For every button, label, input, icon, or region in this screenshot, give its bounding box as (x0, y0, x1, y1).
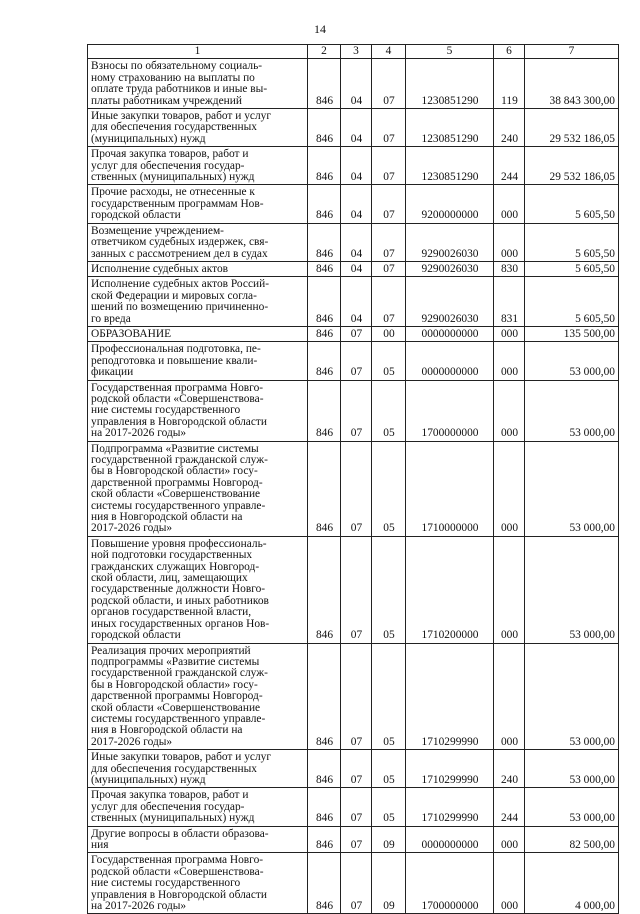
expense-type-cell: 244 (494, 147, 525, 185)
table-row (88, 536, 619, 643)
section-cell: 04 (341, 185, 372, 223)
subsection-cell: 05 (372, 441, 406, 536)
header-cell-3: 3 (341, 45, 372, 59)
amount-cell: 5 605,50 (525, 223, 619, 261)
amount-cell: 82 500,00 (525, 826, 619, 853)
amount-cell: 29 532 186,05 (525, 147, 619, 185)
subsection-cell: 05 (372, 536, 406, 643)
amount-cell: 4 000,00 (525, 853, 619, 914)
amount-cell: 5 605,50 (525, 277, 619, 327)
amount-cell: 29 532 186,05 (525, 109, 619, 147)
admin-code-cell: 846 (308, 853, 341, 914)
target-article-cell: 1710299990 (406, 788, 494, 826)
admin-code-cell: 846 (308, 750, 341, 788)
table-row (88, 326, 619, 341)
subsection-cell: 09 (372, 853, 406, 914)
expense-type-cell: 000 (494, 380, 525, 441)
target-article-cell: 1710000000 (406, 441, 494, 536)
target-article-cell: 9290026030 (406, 223, 494, 261)
section-cell: 07 (341, 536, 372, 643)
header-cell-2: 2 (308, 45, 341, 59)
section-cell: 07 (341, 380, 372, 441)
amount-cell: 53 000,00 (525, 441, 619, 536)
target-article-cell: 0000000000 (406, 342, 494, 380)
target-article-cell: 1230851290 (406, 109, 494, 147)
row-name-cell: Иные закупки товаров, работ и услуг для обеспечения государственных (муниципальных) нужд (88, 109, 308, 147)
section-cell: 07 (341, 643, 372, 750)
amount-cell: 53 000,00 (525, 750, 619, 788)
subsection-cell: 00 (372, 326, 406, 341)
subsection-cell: 05 (372, 788, 406, 826)
admin-code-cell: 846 (308, 342, 341, 380)
amount-cell: 53 000,00 (525, 380, 619, 441)
admin-code-cell: 846 (308, 261, 341, 276)
target-article-cell: 1710299990 (406, 643, 494, 750)
expense-type-cell: 000 (494, 643, 525, 750)
subsection-cell: 07 (372, 277, 406, 327)
table-row (88, 826, 619, 853)
row-name-cell: Возмещение учреждением- ответчиком судебных издержек, свя- занных с рассмотрением дел в судах (88, 223, 308, 261)
target-article-cell: 1710299990 (406, 750, 494, 788)
admin-code-cell: 846 (308, 185, 341, 223)
expense-type-cell: 000 (494, 326, 525, 341)
table-row (88, 441, 619, 536)
expense-type-cell: 831 (494, 277, 525, 327)
expense-type-cell: 240 (494, 750, 525, 788)
target-article-cell: 9290026030 (406, 277, 494, 327)
admin-code-cell: 846 (308, 826, 341, 853)
table-row (88, 277, 619, 327)
table-row (88, 342, 619, 380)
header-row (88, 45, 619, 59)
expense-type-cell: 244 (494, 788, 525, 826)
row-name-cell: Повышение уровня профессиональ- ной подготовки государственных гражданских служащих Новгород- ской области, лиц, замещающих государственные должности Новго- родской области, и иных работников органов государственной власти, иных государственных органов Нов- городской области (88, 536, 308, 643)
section-cell: 04 (341, 277, 372, 327)
row-name-cell: Взносы по обязательному социаль- ному страхованию на выплаты по оплате труда работников и иные вы- платы работникам учреждений (88, 59, 308, 109)
row-name-cell: ОБРАЗОВАНИЕ (88, 326, 308, 341)
admin-code-cell: 846 (308, 441, 341, 536)
expense-type-cell: 000 (494, 185, 525, 223)
section-cell: 07 (341, 826, 372, 853)
subsection-cell: 05 (372, 342, 406, 380)
section-cell: 04 (341, 223, 372, 261)
table-row (88, 109, 619, 147)
section-cell: 07 (341, 750, 372, 788)
row-name-cell: Другие вопросы в области образова- ния (88, 826, 308, 853)
table-row (88, 59, 619, 109)
row-name-cell: Прочая закупка товаров, работ и услуг для обеспечения государ- ственных (муниципальных) нужд (88, 788, 308, 826)
amount-cell: 5 605,50 (525, 185, 619, 223)
subsection-cell: 07 (372, 261, 406, 276)
table-row (88, 750, 619, 788)
target-article-cell: 1700000000 (406, 380, 494, 441)
target-article-cell: 1700000000 (406, 853, 494, 914)
amount-cell: 53 000,00 (525, 643, 619, 750)
amount-cell: 38 843 300,00 (525, 59, 619, 109)
expense-type-cell: 240 (494, 109, 525, 147)
target-article-cell: 0000000000 (406, 826, 494, 853)
target-article-cell: 1710200000 (406, 536, 494, 643)
subsection-cell: 07 (372, 147, 406, 185)
subsection-cell: 07 (372, 223, 406, 261)
target-article-cell: 1230851290 (406, 147, 494, 185)
expense-type-cell: 000 (494, 223, 525, 261)
header-cell-7: 7 (525, 45, 619, 59)
section-cell: 07 (341, 853, 372, 914)
row-name-cell: Реализация прочих мероприятий подпрограммы «Развитие системы государственной гражданской служ- бы в Новгородской области» госу- дарственной программы Новгород- ской области «Совершенствование системы государственного управле- ния в Новгородской области на 2017-2026 годы» (88, 643, 308, 750)
target-article-cell: 9200000000 (406, 185, 494, 223)
expense-type-cell: 830 (494, 261, 525, 276)
target-article-cell: 0000000000 (406, 326, 494, 341)
subsection-cell: 05 (372, 750, 406, 788)
budget-table (87, 44, 619, 914)
amount-cell: 53 000,00 (525, 788, 619, 826)
row-name-cell: Прочие расходы, не отнесенные к государственным программам Нов- городской области (88, 185, 308, 223)
section-cell: 07 (341, 788, 372, 826)
admin-code-cell: 846 (308, 109, 341, 147)
table-row (88, 643, 619, 750)
section-cell: 07 (341, 342, 372, 380)
amount-cell: 53 000,00 (525, 342, 619, 380)
admin-code-cell: 846 (308, 59, 341, 109)
row-name-cell: Профессиональная подготовка, пе- реподготовка и повышение квали- фикации (88, 342, 308, 380)
expense-type-cell: 000 (494, 853, 525, 914)
subsection-cell: 07 (372, 185, 406, 223)
section-cell: 07 (341, 441, 372, 536)
section-cell: 04 (341, 261, 372, 276)
row-name-cell: Государственная программа Новго- родской области «Совершенствова- ние системы государственного управления в Новгородской области на 2017-2026 годы» (88, 380, 308, 441)
row-name-cell: Исполнение судебных актов Россий- ской Федерации и мировых согла- шений по возмещению причиненно- го вреда (88, 277, 308, 327)
expense-type-cell: 000 (494, 826, 525, 853)
target-article-cell: 9290026030 (406, 261, 494, 276)
table-row (88, 261, 619, 276)
admin-code-cell: 846 (308, 643, 341, 750)
page-number: 14 (314, 22, 326, 36)
admin-code-cell: 846 (308, 326, 341, 341)
expense-type-cell: 119 (494, 59, 525, 109)
section-cell: 04 (341, 109, 372, 147)
amount-cell: 135 500,00 (525, 326, 619, 341)
header-cell-5: 5 (406, 45, 494, 59)
section-cell: 04 (341, 147, 372, 185)
table-row (88, 380, 619, 441)
admin-code-cell: 846 (308, 788, 341, 826)
subsection-cell: 09 (372, 826, 406, 853)
amount-cell: 5 605,50 (525, 261, 619, 276)
table-row (88, 788, 619, 826)
subsection-cell: 07 (372, 109, 406, 147)
table-body (88, 45, 619, 914)
table-row (88, 185, 619, 223)
header-cell-4: 4 (372, 45, 406, 59)
subsection-cell: 05 (372, 643, 406, 750)
row-name-cell: Государственная программа Новго- родской области «Совершенствова- ние системы государственного управления в Новгородской области на 2017-2026 годы» (88, 853, 308, 914)
section-cell: 04 (341, 59, 372, 109)
header-cell-6: 6 (494, 45, 525, 59)
row-name-cell: Иные закупки товаров, работ и услуг для обеспечения государственных (муниципальных) нужд (88, 750, 308, 788)
header-cell-1: 1 (88, 45, 308, 59)
admin-code-cell: 846 (308, 223, 341, 261)
admin-code-cell: 846 (308, 380, 341, 441)
row-name-cell: Исполнение судебных актов (88, 261, 308, 276)
subsection-cell: 05 (372, 380, 406, 441)
admin-code-cell: 846 (308, 536, 341, 643)
section-cell: 07 (341, 326, 372, 341)
expense-type-cell: 000 (494, 342, 525, 380)
amount-cell: 53 000,00 (525, 536, 619, 643)
row-name-cell: Подпрограмма «Развитие системы государственной гражданской служ- бы в Новгородской области» госу- дарственной программы Новгород- ской области «Совершенствование системы государственного управле- ния в Новгородской области на 2017-2026 годы» (88, 441, 308, 536)
expense-type-cell: 000 (494, 441, 525, 536)
admin-code-cell: 846 (308, 277, 341, 327)
row-name-cell: Прочая закупка товаров, работ и услуг для обеспечения государ- ственных (муниципальных) нужд (88, 147, 308, 185)
subsection-cell: 07 (372, 59, 406, 109)
admin-code-cell: 846 (308, 147, 341, 185)
table-row (88, 147, 619, 185)
expense-type-cell: 000 (494, 536, 525, 643)
target-article-cell: 1230851290 (406, 59, 494, 109)
table-row (88, 223, 619, 261)
